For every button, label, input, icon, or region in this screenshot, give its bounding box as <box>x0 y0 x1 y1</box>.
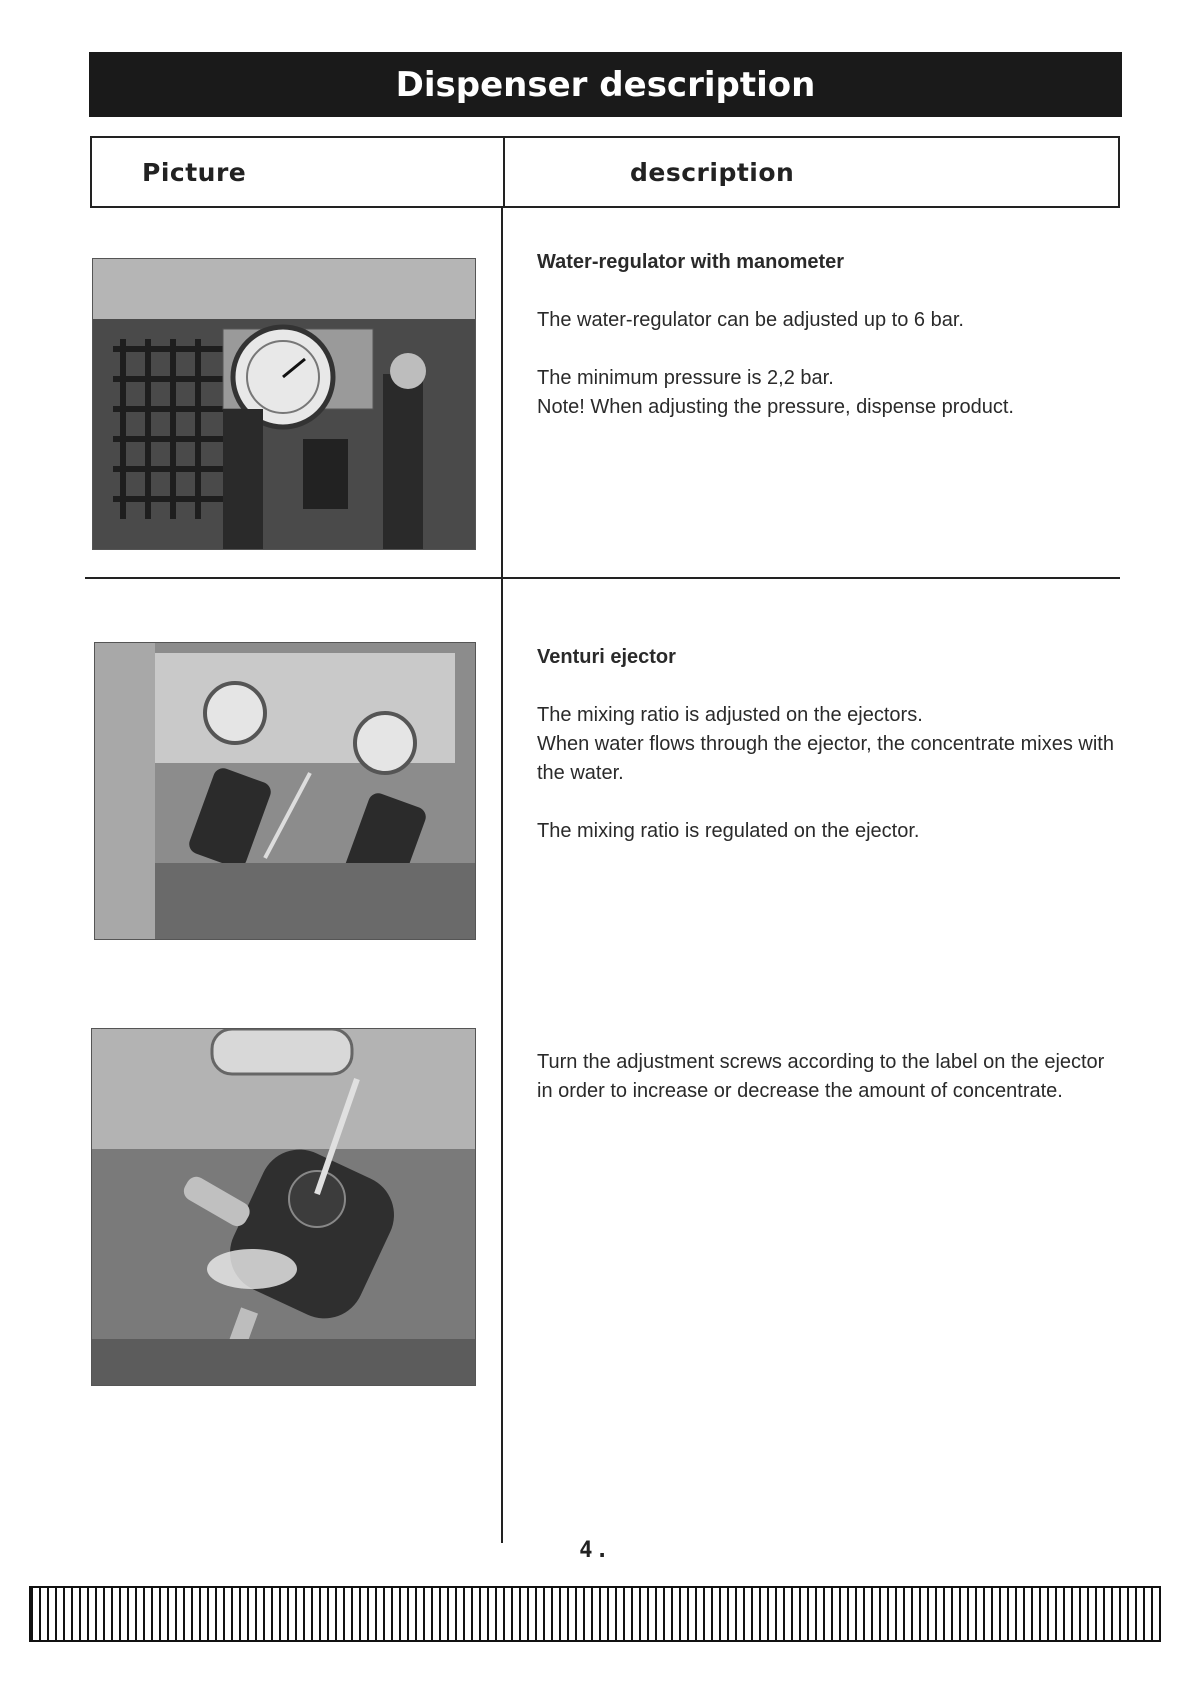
column-divider <box>501 208 503 1543</box>
water-regulator-manometer-photo <box>92 258 476 550</box>
section-paragraph: The minimum pressure is 2,2 bar. Note! When adjusting the pressure, dispense product. <box>537 367 1014 418</box>
section-title: Venturi ejector <box>537 646 676 668</box>
adjustment-screw-photo <box>91 1028 476 1386</box>
section-venturi-ejector <box>537 643 1117 875</box>
picture-column-header: Picture <box>142 158 247 187</box>
banner-title: Dispenser description <box>395 64 816 105</box>
description-column-header: description <box>630 158 795 187</box>
section-paragraph: Turn the adjustment screws according to the label on the ejector in order to increase or decrease the amount of concentrate. <box>537 1051 1105 1102</box>
section-paragraph: The mixing ratio is adjusted on the ejectors. When water flows through the ejector, the concentrate mixes with the water. <box>537 704 1114 784</box>
footer-stripe <box>29 1586 1161 1642</box>
table-header <box>90 136 1120 208</box>
header-divider <box>503 138 505 206</box>
section-water-regulator <box>537 248 1117 451</box>
section-paragraph: The water-regulator can be adjusted up to 6 bar. <box>537 309 964 331</box>
venturi-ejector-photo <box>94 642 476 940</box>
page-banner <box>89 52 1122 117</box>
row-divider <box>85 577 1120 579</box>
section-adjustment <box>537 1048 1117 1135</box>
section-paragraph: The mixing ratio is regulated on the ejector. <box>537 820 920 842</box>
page-number: 4. <box>579 1538 612 1563</box>
section-title: Water-regulator with manometer <box>537 251 845 273</box>
